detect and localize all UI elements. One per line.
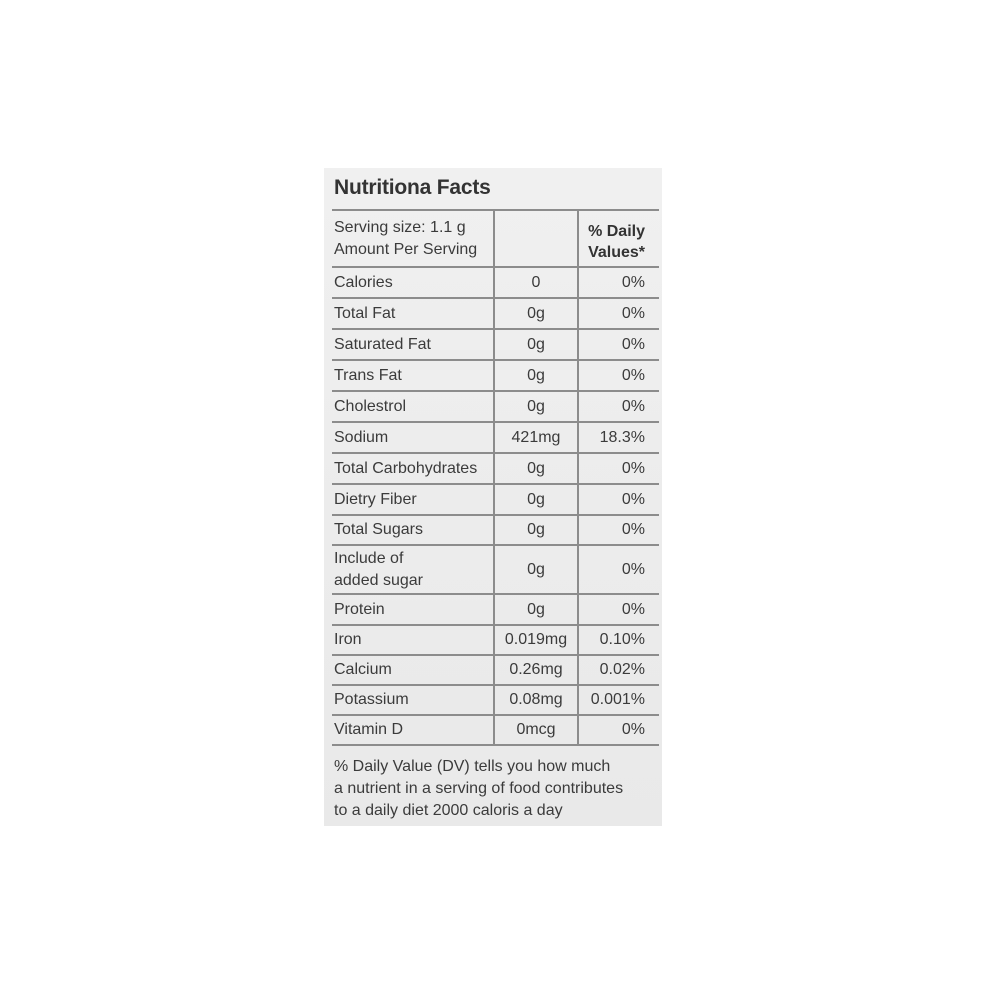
nutrient-name: Calories <box>332 268 495 297</box>
nutrient-daily-value: 0% <box>621 721 645 738</box>
footnote-line3: to a daily diet 2000 caloris a day <box>334 802 563 819</box>
table-row <box>332 359 659 390</box>
nutrient-name: Total Fat <box>332 299 495 328</box>
table-row <box>332 514 659 544</box>
daily-values-header-line1: % Daily <box>588 222 645 240</box>
table-row <box>332 297 659 328</box>
daily-value-footnote <box>334 756 659 822</box>
table-row <box>332 654 659 684</box>
table-row <box>332 544 659 593</box>
nutrition-facts-label <box>324 168 662 826</box>
nutrient-name: Trans Fat <box>332 361 495 390</box>
nutrient-amount: 0mcg <box>495 716 579 744</box>
nutrient-daily-value: 0% <box>621 273 645 291</box>
nutrient-name <box>332 546 495 593</box>
footnote-line2: a nutrient in a serving of food contributes <box>334 780 624 797</box>
nutrient-name: Potassium <box>332 686 495 714</box>
nutrient-name: Iron <box>332 626 495 654</box>
daily-values-header-line2: Values* <box>588 243 645 261</box>
amount-per-serving-text: Amount Per Serving <box>334 240 478 258</box>
footnote-line1: % Daily Value (DV) tells you how much <box>334 758 611 775</box>
table-row <box>332 390 659 421</box>
nutrient-amount: 0g <box>495 516 579 544</box>
nutrient-amount: 0g <box>495 330 579 359</box>
nutrient-amount: 0g <box>495 361 579 390</box>
nutrient-amount: 0.26mg <box>495 656 579 684</box>
nutrition-table <box>332 209 659 746</box>
nutrient-name: Total Carbohydrates <box>332 454 495 483</box>
table-row <box>332 624 659 654</box>
table-row <box>332 452 659 483</box>
nutrient-name: Total Sugars <box>332 516 495 544</box>
serving-size-text: Serving size: 1.1 g <box>334 218 466 236</box>
nutrient-daily-value: 0% <box>621 600 645 618</box>
nutrient-daily-value: 0% <box>621 335 645 353</box>
nutrient-daily-value: 0% <box>621 397 645 415</box>
nutrient-daily-value: 18.3% <box>599 428 645 446</box>
daily-values-header-cell <box>579 211 659 266</box>
nutrient-amount: 0g <box>495 546 579 593</box>
nutrient-daily-value: 0% <box>621 366 645 384</box>
nutrient-name: Protein <box>332 595 495 624</box>
table-row <box>332 266 659 297</box>
nutrient-amount: 0g <box>495 595 579 624</box>
nutrient-name: Vitamin D <box>332 716 495 744</box>
nutrient-name: Saturated Fat <box>332 330 495 359</box>
nutrient-name: Dietry Fiber <box>332 485 495 514</box>
table-row <box>332 421 659 452</box>
table-row <box>332 483 659 514</box>
nutrient-amount: 421mg <box>495 423 579 452</box>
nutrient-amount: 0g <box>495 485 579 514</box>
label-title: Nutritiona Facts <box>334 176 491 199</box>
serving-info-cell <box>332 211 495 266</box>
amount-header-cell <box>495 211 579 266</box>
nutrient-daily-value: 0% <box>621 521 645 538</box>
nutrient-name-line1: Include of <box>334 549 404 567</box>
nutrient-name: Cholestrol <box>332 392 495 421</box>
nutrient-daily-value: 0.001% <box>590 691 645 708</box>
nutrient-name-line2: added sugar <box>334 571 423 589</box>
nutrient-name: Calcium <box>332 656 495 684</box>
table-row <box>332 328 659 359</box>
nutrient-daily-value: 0% <box>621 560 645 578</box>
table-row <box>332 714 659 746</box>
nutrient-amount: 0g <box>495 454 579 483</box>
nutrient-amount: 0g <box>495 299 579 328</box>
nutrient-amount: 0g <box>495 392 579 421</box>
nutrient-amount: 0 <box>495 268 579 297</box>
nutrient-name: Sodium <box>332 423 495 452</box>
nutrient-daily-value: 0% <box>621 490 645 508</box>
nutrient-amount: 0.08mg <box>495 686 579 714</box>
nutrient-daily-value: 0% <box>621 304 645 322</box>
nutrient-daily-value: 0% <box>621 459 645 477</box>
table-row <box>332 684 659 714</box>
table-row <box>332 593 659 624</box>
nutrient-amount: 0.019mg <box>495 626 579 654</box>
nutrient-daily-value: 0.02% <box>599 661 645 678</box>
nutrient-daily-value: 0.10% <box>599 631 645 648</box>
table-header-row <box>332 209 659 266</box>
